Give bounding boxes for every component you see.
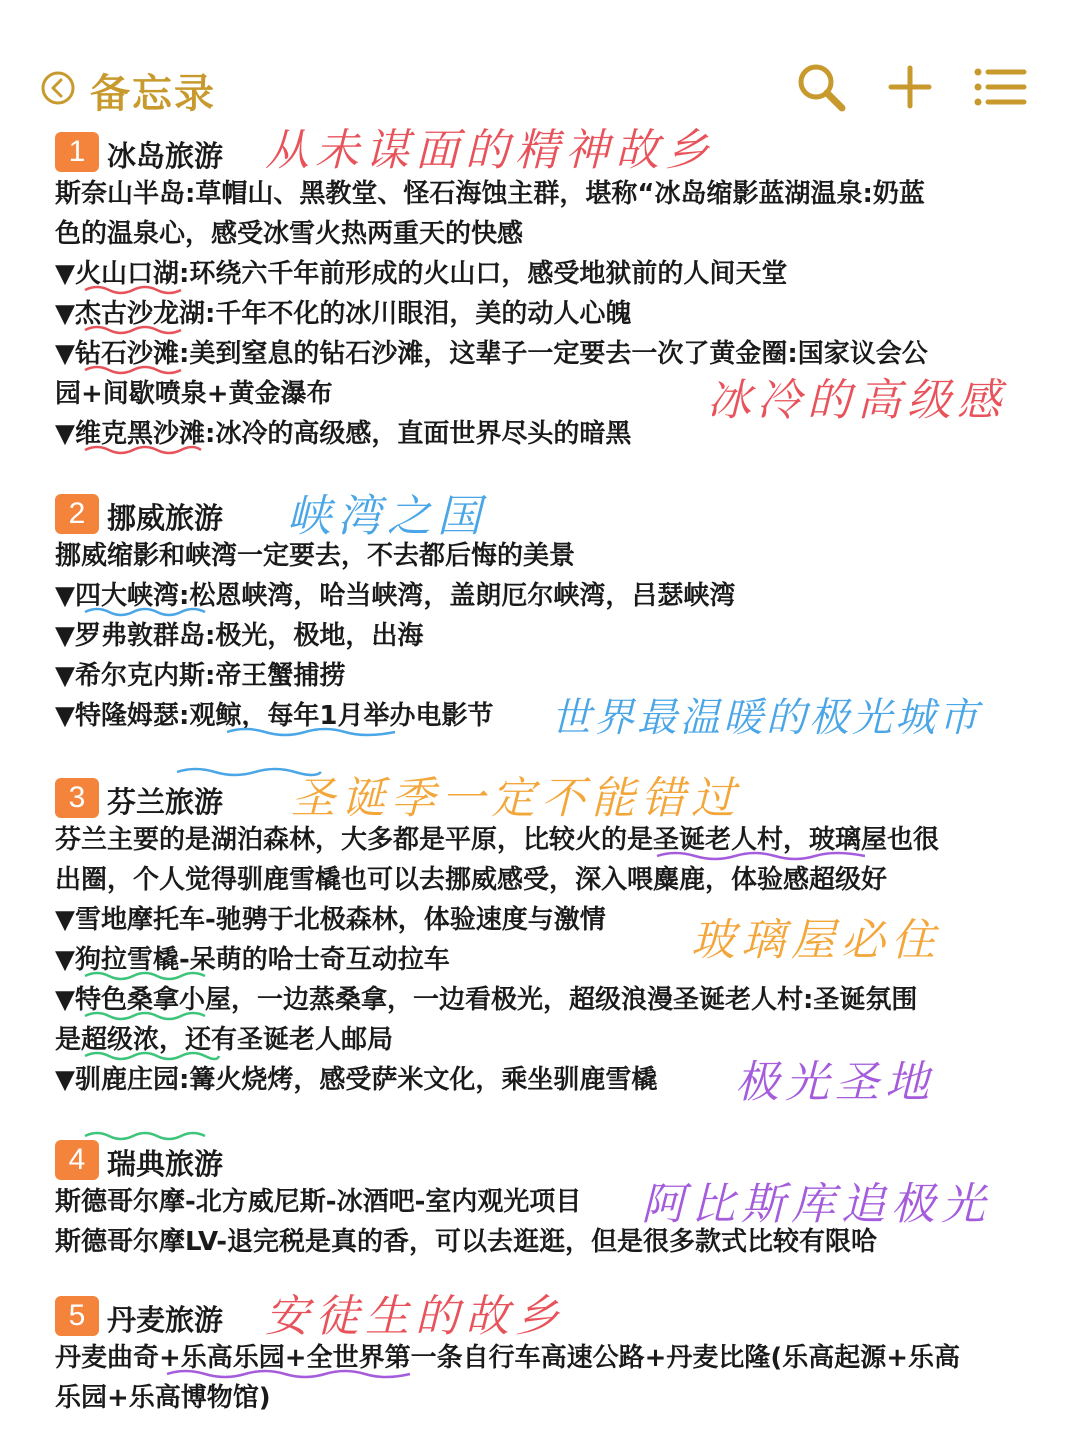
section-number: 5: [55, 1296, 99, 1336]
handwritten-tag: 世界最温暖的极光城市: [551, 695, 981, 741]
section-body: [55, 1338, 1055, 1418]
section-title: 芬兰旅游: [107, 785, 224, 819]
note-line: 色的温泉心，感受冰雪火热两重天的快感: [55, 219, 524, 249]
underline-squiggle: [225, 726, 405, 738]
underline-squiggle: [83, 284, 193, 296]
note-line: ▼希尔克内斯:帝王蟹捕捞: [55, 661, 346, 691]
section-finland: [55, 773, 1055, 1108]
note-line: 乐园+乐高博物馆): [55, 1383, 271, 1413]
note-line: ▼杰古沙龙湖:千年不化的冰川眼泪，美的动人心魄: [55, 299, 632, 329]
underline-squiggle: [83, 364, 193, 376]
note-line: 斯德哥尔摩-北方威尼斯-冰酒吧-室内观光项目: [55, 1187, 582, 1217]
handwritten-tag: 峡湾之国: [287, 491, 487, 542]
note-line: 是超级浓，还有圣诞老人邮局: [55, 1025, 394, 1055]
section-title: 丹麦旅游: [107, 1303, 224, 1337]
handwritten-tag: 玻璃屋必住: [691, 915, 941, 966]
list-icon[interactable]: [968, 58, 1028, 118]
section-denmark: [55, 1292, 1055, 1418]
search-icon[interactable]: [792, 58, 852, 118]
underline-squiggle: [83, 444, 203, 456]
underline-squiggle: [83, 970, 213, 982]
underline-squiggle: [83, 1010, 213, 1022]
underline-squiggle: [83, 606, 213, 618]
note-line: 挪威缩影和峡湾一定要去，不去都后悔的美景: [55, 541, 576, 571]
underline-squiggle: [83, 1050, 223, 1062]
note-line: 斯德哥尔摩LV-退完税是真的香，可以去逛逛，但是很多款式比较有限哈: [55, 1227, 878, 1257]
handwritten-tag: 从未谋面的精神故乡: [265, 125, 715, 176]
section-header: [55, 773, 1055, 824]
section-iceland: [55, 125, 1055, 454]
section-number: 3: [55, 778, 99, 818]
section-number: 1: [55, 132, 99, 172]
note-line: ▼四大峡湾:松恩峡湾，哈当峡湾，盖朗厄尔峡湾，吕瑟峡湾: [55, 581, 736, 611]
note-line: ▼罗弗敦群岛:极光，极地，出海: [55, 621, 424, 651]
note-line: ▼特隆姆瑟:观鲸，每年1月举办电影节: [55, 701, 494, 731]
note-line: ▼维克黑沙滩:冰冷的高级感，直面世界尽头的暗黑: [55, 419, 632, 449]
underline-squiggle: [655, 850, 875, 862]
section-title: 瑞典旅游: [107, 1147, 224, 1181]
note-line: ▼雪地摩托车-驰骋于北极森林，体验速度与激情: [55, 905, 606, 935]
note-line: ▼钻石沙滩:美到窒息的钻石沙滩，这辈子一定要去一次了黄金圈:国家议会公: [55, 339, 928, 369]
note-line: 芬兰主要的是湖泊森林，大多都是平原，比较火的是圣诞老人村，玻璃屋也很: [55, 825, 940, 855]
underline-squiggle: [83, 324, 193, 336]
section-header: [55, 1291, 1055, 1342]
section-title: 冰岛旅游: [107, 139, 224, 173]
section-body: [55, 1179, 1055, 1262]
note-line: 斯奈山半岛:草帽山、黑教堂、怪石海蚀主群，堪称“冰岛缩影蓝湖温泉:奶蓝: [55, 179, 925, 209]
back-icon[interactable]: [40, 70, 76, 106]
section-body: [55, 174, 1055, 454]
handwritten-tag: 安徒生的故乡: [265, 1291, 565, 1342]
section-body: [55, 820, 1055, 1108]
note-line: 出圈，个人觉得驯鹿雪橇也可以去挪威感受，深入喂麋鹿，体验感超级好: [55, 865, 888, 895]
note-line: 园+间歇喷泉+黄金瀑布: [55, 379, 333, 409]
note-line: 丹麦曲奇+乐高乐园+全世界第一条自行车高速公路+丹麦比隆(乐高起源+乐高: [55, 1343, 961, 1373]
top-bar: [0, 0, 1080, 130]
plus-icon[interactable]: [880, 58, 940, 118]
section-title: 挪威旅游: [107, 501, 224, 535]
section-number: 4: [55, 1140, 99, 1180]
note-line: ▼特色桑拿小屋，一边蒸桑拿，一边看极光，超级浪漫圣诞老人村:圣诞氛围: [55, 985, 918, 1015]
section-sweden: [55, 1136, 1055, 1262]
section-body: [55, 536, 1055, 741]
handwritten-tag: 冰冷的高级感: [707, 375, 1007, 426]
section-number: 2: [55, 494, 99, 534]
handwritten-tag: 极光圣地: [735, 1057, 935, 1108]
underline-squiggle: [165, 1368, 415, 1380]
page-title: 备忘录: [90, 71, 216, 117]
handwritten-tag: 阿比斯库追极光: [641, 1179, 991, 1230]
section-header: [55, 490, 1055, 542]
section-norway: [55, 490, 1055, 741]
handwritten-tag: 圣诞季一定不能错过: [291, 773, 741, 824]
note-line: ▼狗拉雪橇-呆萌的哈士奇互动拉车: [55, 945, 450, 975]
note-line: ▼驯鹿庄园:篝火烧烤，感受萨米文化，乘坐驯鹿雪橇: [55, 1065, 658, 1095]
note-line: ▼火山口湖:环绕六千年前形成的火山口，感受地狱前的人间天堂: [55, 259, 788, 289]
section-header: [55, 125, 1055, 176]
